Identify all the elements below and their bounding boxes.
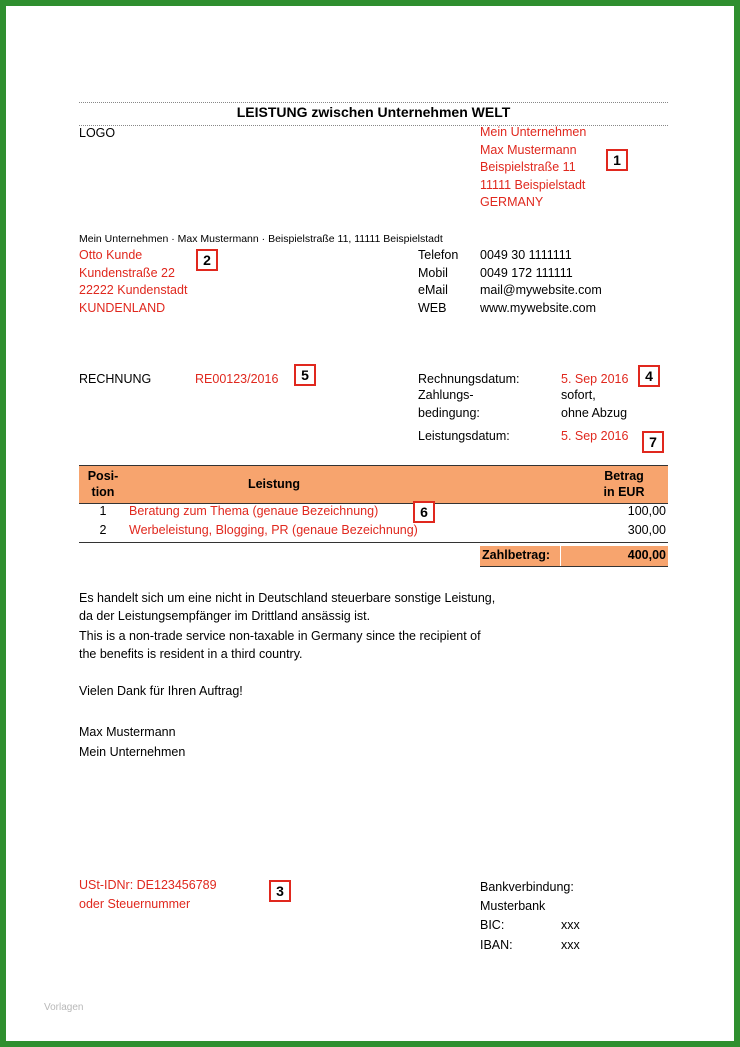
contact-label: eMail [418, 283, 448, 298]
header-position [79, 468, 127, 500]
tax-note-line: the benefits is resident in a third country. [79, 647, 303, 661]
payment-terms-value-line: sofort, [561, 388, 596, 402]
invoice-number: RE00123/2016 [195, 372, 279, 386]
sender-return-line: Mein Unternehmen · Max Mustermann · Beispielstraße 11, 11111 Beispielstadt [79, 233, 443, 245]
signature [79, 722, 185, 762]
sender-line: Beispielstraße 11 [480, 160, 576, 175]
invoice-date-label: Rechnungsdatum: [418, 372, 520, 386]
contact-email: mail@mywebsite.com [480, 283, 602, 298]
bank-codes-labels [480, 915, 513, 955]
row-description: Beratung zum Thema (genaue Bezeichnung) [129, 504, 379, 518]
service-date-label: Leistungsdatum: [418, 429, 510, 443]
bic-value: xxx [561, 918, 580, 932]
badge-2: 2 [196, 249, 218, 271]
header-amount-line: Betrag [604, 469, 644, 483]
row-description: Werbeleistung, Blogging, PR (genaue Bezeichnung) [129, 523, 418, 537]
contact-label: WEB [418, 300, 447, 315]
badge-1: 1 [606, 149, 628, 171]
bank-name: Musterbank [480, 899, 546, 913]
total-separator [560, 546, 561, 566]
contact-label: Telefon [418, 248, 459, 262]
contact-mobile: 0049 172 111111 [480, 265, 573, 280]
payment-terms-label-line: bedingung: [418, 405, 480, 420]
tax-note-german [79, 589, 495, 625]
thanks-text: Vielen Dank für Ihren Auftrag! [79, 684, 243, 698]
table-bottom-rule [79, 542, 668, 543]
contact-values [480, 247, 602, 317]
header-amount [584, 468, 664, 500]
watermark: Vorlagen [44, 1002, 84, 1013]
service-date-value: 5. Sep 2016 [561, 429, 629, 443]
row-amount: 300,00 [627, 523, 666, 537]
contact-label: Mobil [418, 265, 448, 280]
header-position-line: tion [91, 485, 115, 499]
badge-7: 7 [642, 431, 664, 453]
vat-id-line: oder Steuernummer [79, 897, 191, 911]
tax-note-line: da der Leistungsempfänger im Drittland ansässig ist. [79, 609, 371, 623]
table-row [79, 523, 668, 542]
table-row [79, 504, 668, 523]
tax-note-line: Es handelt sich um eine nicht in Deutschland steuerbare sonstige Leistung, [79, 591, 496, 605]
signature-line: Max Mustermann [79, 725, 176, 739]
recipient-line: 22222 Kundenstadt [79, 283, 188, 298]
contact-web: www.mywebsite.com [480, 300, 596, 315]
vat-id-line: USt-IDNr: DE123456789 [79, 878, 217, 892]
tax-note-english [79, 627, 481, 663]
logo-placeholder: LOGO [79, 126, 116, 140]
row-amount: 100,00 [627, 504, 666, 518]
bank-label: Bankverbindung: [480, 880, 574, 894]
header-amount-line: in EUR [603, 485, 645, 499]
recipient-address [79, 247, 187, 317]
recipient-line: Kundenstraße 22 [79, 265, 175, 280]
table-header [79, 465, 668, 504]
document-title: LEISTUNG zwischen Unternehmen WELT [236, 104, 511, 120]
badge-4: 4 [638, 365, 660, 387]
contact-labels [418, 247, 458, 317]
badge-5: 5 [294, 364, 316, 386]
header-service: Leistung [247, 477, 301, 491]
sender-line: Max Mustermann [480, 142, 577, 157]
row-position: 1 [99, 504, 107, 518]
payment-terms-label [418, 387, 480, 422]
recipient-line: Otto Kunde [79, 248, 143, 262]
header-position-line: Posi- [87, 469, 119, 483]
badge-3: 3 [269, 880, 291, 902]
invoice-date-value: 5. Sep 2016 [561, 372, 629, 386]
payment-terms-value [561, 387, 627, 422]
bank-codes-values [561, 915, 580, 955]
payment-terms-label-line: Zahlungs- [418, 388, 474, 402]
iban-label: IBAN: [480, 938, 513, 952]
iban-value: xxx [561, 938, 580, 952]
sender-line: 11111 Beispielstadt [480, 177, 586, 192]
recipient-line: KUNDENLAND [79, 300, 166, 315]
title-top-rule [79, 102, 668, 103]
total-value: 400,00 [627, 548, 666, 562]
bic-label: BIC: [480, 918, 505, 932]
badge-6: 6 [413, 501, 435, 523]
total-row [480, 546, 668, 567]
vat-id [79, 876, 217, 914]
row-position: 2 [99, 523, 107, 537]
tax-note-line: This is a non-trade service non-taxable in Germany since the recipient of [79, 629, 481, 643]
total-label: Zahlbetrag: [482, 548, 551, 562]
payment-terms-value-line: ohne Abzug [561, 405, 628, 420]
invoice-page [12, 12, 740, 1047]
sender-line: GERMANY [480, 195, 544, 210]
bank-details [480, 878, 574, 916]
signature-line: Mein Unternehmen [79, 745, 186, 759]
sender-line: Mein Unternehmen [480, 125, 587, 139]
sender-address [480, 124, 586, 212]
invoice-label: RECHNUNG [79, 372, 152, 386]
contact-phone: 0049 30 1111111 [480, 248, 572, 262]
